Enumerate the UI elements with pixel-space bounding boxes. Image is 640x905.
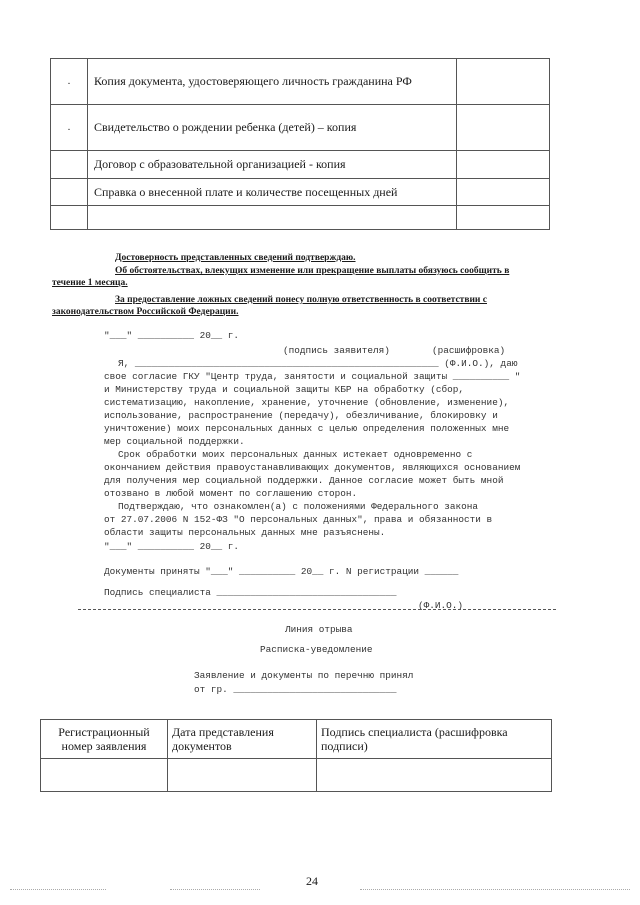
row-marker <box>51 179 88 206</box>
row-marker: . <box>51 59 88 105</box>
receipt-line: от гр. _____________________________ <box>194 684 397 695</box>
document-name <box>88 206 457 230</box>
statement-notify: Об обстоятельствах, влекущих изменение или прекращение выплаты обязуюсь сообщить в <box>115 266 510 276</box>
table-row <box>51 105 550 151</box>
header-registration-number: Регистрационный номер заявления <box>41 720 168 759</box>
consent-line: для получения мер социальной поддержки. Данное согласие может быть мной <box>104 475 504 486</box>
row-marker: . <box>51 105 88 151</box>
consent-line: Срок обработки моих персональных данных истекает одновременно с <box>118 449 473 460</box>
empty-cell <box>317 759 552 792</box>
receipt-line: Заявление и документы по перечню принял <box>194 670 414 681</box>
statement-liability-cont: законодательством Российской Федерации. <box>52 307 239 317</box>
specialist-signature-line: Подпись специалиста ________________________________ <box>104 587 397 598</box>
consent-line: свое согласие ГКУ "Центр труда, занятости и социальной защиты __________ " <box>104 371 521 382</box>
statement-notify-cont: течение 1 месяца. <box>52 278 128 288</box>
empty-cell <box>457 59 550 105</box>
header-specialist-signature: Подпись специалиста (расшифровка подписи) <box>317 720 552 759</box>
row-marker <box>51 151 88 179</box>
empty-cell <box>168 759 317 792</box>
specialist-fio-caption: (Ф.И.О.) <box>418 600 464 611</box>
table-row <box>51 151 550 179</box>
empty-cell <box>457 151 550 179</box>
receipt-title: Расписка-уведомление <box>260 644 373 655</box>
table-row <box>51 59 550 105</box>
applicant-date-line: "___" __________ 20__ г. <box>104 330 240 341</box>
documents-table <box>50 58 550 230</box>
consent-line: Подтверждаю, что ознакомлен(а) с положениями Федерального закона <box>118 501 479 512</box>
empty-cell <box>457 179 550 206</box>
footer-dotted-line <box>170 889 260 890</box>
statement-confirm: Достоверность представленных сведений подтверждаю. <box>115 253 356 263</box>
consent-line: и Министерству труда и социальной защиты КБР на обработку (сбор, <box>104 384 465 395</box>
receipt-table <box>40 719 552 792</box>
table-header-row <box>41 720 552 759</box>
consent-date-line: "___" __________ 20__ г. <box>104 541 240 552</box>
table-row <box>51 179 550 206</box>
consent-line: отозвано в любой момент по соглашению сторон. <box>104 488 358 499</box>
table-row <box>51 206 550 230</box>
applicant-signature-caption: (подпись заявителя) <box>283 345 390 356</box>
footer-dotted-line <box>10 889 106 890</box>
footer-dotted-line <box>360 889 630 890</box>
consent-line: мер социальной поддержки. <box>104 436 245 447</box>
cut-dashed-line <box>78 609 556 610</box>
document-name: Копия документа, удостоверяющего личность гражданина РФ <box>88 59 457 105</box>
consent-line: уничтожение) моих персональных данных с целью определения положенных мне <box>104 423 510 434</box>
document-name: Справка о внесенной плате и количестве посещенных дней <box>88 179 457 206</box>
consent-line: окончанием действия правоустанавливающих документов, являющихся основанием <box>104 462 521 473</box>
consent-line: использование, распространение (передачу), обезличивание, блокировку и <box>104 410 498 421</box>
empty-cell <box>41 759 168 792</box>
statement-liability: За предоставление ложных сведений понесу полную ответственность в соответствии с <box>115 295 487 305</box>
documents-accepted-line: Документы приняты "___" __________ 20__ г. N регистрации ______ <box>104 566 459 577</box>
cut-line-label: Линия отрыва <box>285 624 353 635</box>
document-name: Договор с образовательной организацией - копия <box>88 151 457 179</box>
empty-cell <box>457 206 550 230</box>
consent-line: Я, ______________________________________________________ (Ф.И.О.), даю <box>118 358 518 369</box>
empty-cell <box>457 105 550 151</box>
consent-line: от 27.07.2006 N 152-ФЗ "О персональных данных", права и обязанности в <box>104 514 493 525</box>
table-row <box>41 759 552 792</box>
document-name: Свидетельство о рождении ребенка (детей) – копия <box>88 105 457 151</box>
page-number: 24 <box>306 874 318 888</box>
row-marker <box>51 206 88 230</box>
applicant-decode-caption: (расшифровка) <box>432 345 506 356</box>
header-submission-date: Дата представления документов <box>168 720 317 759</box>
consent-line: систематизацию, накопление, хранение, уточнение (обновление, изменение), <box>104 397 510 408</box>
consent-line: области защиты персональных данных мне разъяснены. <box>104 527 386 538</box>
